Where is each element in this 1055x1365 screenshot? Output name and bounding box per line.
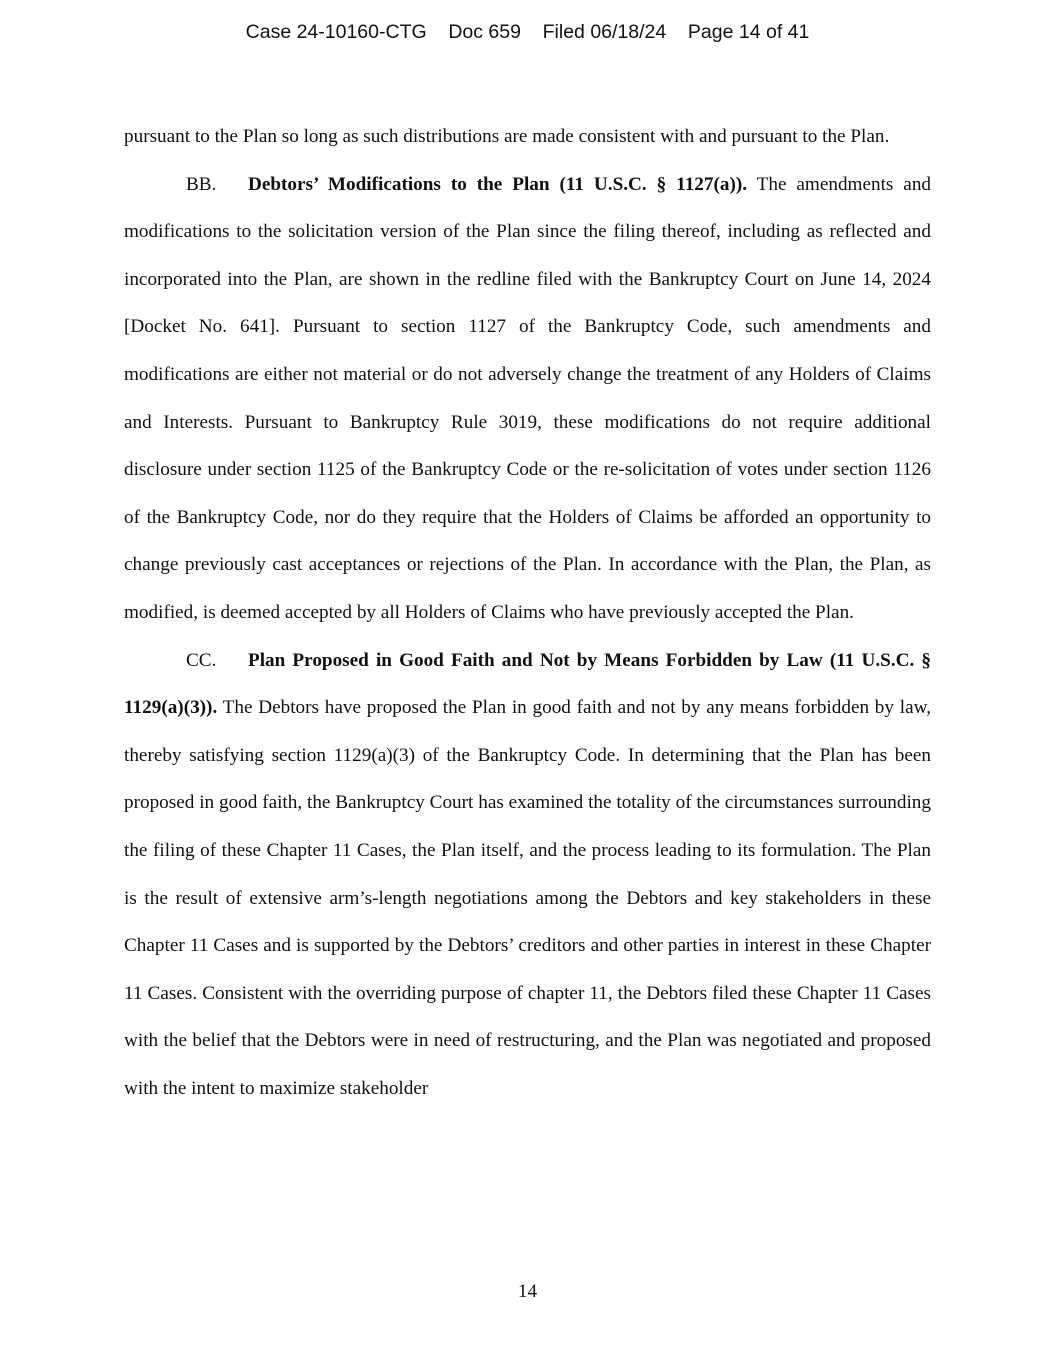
case-header xyxy=(0,19,1055,45)
doc-number: Doc 659 xyxy=(448,21,521,43)
page-indicator: Page 14 of 41 xyxy=(687,21,810,43)
paragraph-label-cc: CC. xyxy=(186,649,217,671)
paragraph-text-bb: The amendments and modifications to the solicitation version of the Plan since the filing thereof, including as reflected and incorporated into the Plan, are shown in the redline filed with the Bankruptcy Court on June 14, 2024 [Docket No. 641]. Pursuant to section 1127 of the Bankruptcy Code, such amendments and modifications are either not material or do not adversely change the treatment of any Holders of Claims and Interests. Pursuant to Bankruptcy Rule 3019, these modifications do not require additional disclosure under section 1125 of the Bankruptcy Code or the re-solicitation of votes under section 1126 of the Bankruptcy Code, nor do they require that the Holders of Claims be afforded an opportunity to change previously cast acceptances or rejections of the Plan. In accordance with the Plan, the Plan, as modified, is deemed accepted by all Holders of Claims who have previously accepted the Plan. xyxy=(124,173,932,623)
continuation-paragraph: pursuant to the Plan so long as such distributions are made consistent with and pursuant to the Plan. xyxy=(124,126,890,147)
paragraph-bb xyxy=(124,161,931,637)
document-body xyxy=(124,113,931,1112)
paragraph-cc xyxy=(124,637,931,1113)
filed-date: Filed 06/18/24 xyxy=(542,21,667,43)
paragraph-text-cc: The Debtors have proposed the Plan in good faith and not by any means forbidden by law, thereby satisfying section 1129(a)(3) of the Bankruptcy Code. In determining that the Plan has been proposed in good faith, the Bankruptcy Court has examined the totality of the circumstances surrounding the filing of these Chapter 11 Cases, the Plan itself, and the process leading to its formulation. The Plan is the result of extensive arm’s-length negotiations among the Debtors and key stakeholders in these Chapter 11 Cases and is supported by the Debtors’ creditors and other parties in interest in these Chapter 11 Cases. Consistent with the overriding purpose of chapter 11, the Debtors filed these Chapter 11 Cases with the belief that the Debtors were in need of restructuring, and the Plan was negotiated and proposed with the intent to maximize stakeholder xyxy=(124,697,931,1099)
paragraph-label-bb: BB. xyxy=(186,173,217,195)
page-number: 14 xyxy=(517,1281,538,1302)
paragraph-heading-bb: Debtors’ Modifications to the Plan (11 U.S.C. § 1127(a)). xyxy=(248,173,748,195)
paragraph-heading-cc: Plan Proposed in Good Faith and Not by Means Forbidden by Law (11 U.S.C. § 1129(a)(3)). xyxy=(124,649,931,719)
case-number: Case 24-10160-CTG xyxy=(245,21,427,43)
